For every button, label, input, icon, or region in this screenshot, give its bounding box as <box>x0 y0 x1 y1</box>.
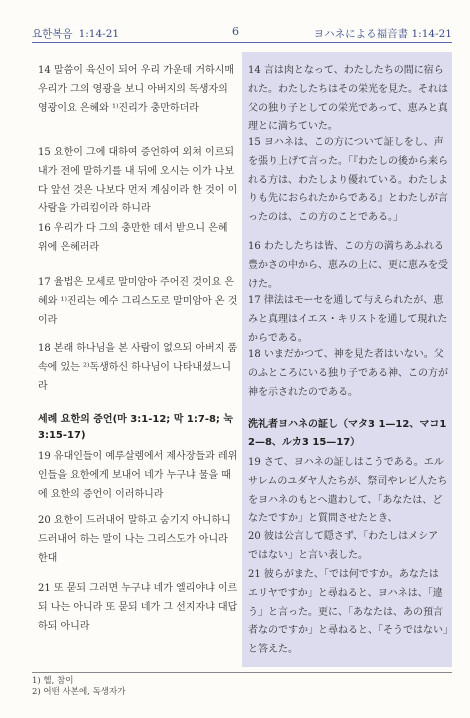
korean-verse-16: 16 우리가 다 그의 충만한 데서 받으니 은혜 위에 은혜러라 <box>38 223 228 253</box>
page-header <box>32 22 452 44</box>
korean-verse-17: 17 율법은 모세로 말미암아 주어진 것이요 은혜와 ¹⁾진리는 예수 그리스도로 말미암아 온 것이라 <box>38 277 238 326</box>
korean-verse-19: 19 유대인들이 예루살렘에서 제사장들과 레위인들을 요한에게 보내어 네가 누구냐 물을 때에 요한의 증언이 이러하니라 <box>38 451 238 500</box>
page-number: 6 <box>232 25 239 38</box>
korean-verse-18: 18 본래 하나님을 본 사람이 없으되 아버지 품 속에 있는 ²⁾독생하신 하나님이 나타내셨느니라 <box>38 343 238 392</box>
japanese-verse-18: 18 いまだかつて、神を見た者はいない。父のふところにいる独り子である神、この方が神を示されたのである。 <box>248 349 448 398</box>
header-korean-ref: 1:14-21 <box>78 28 120 40</box>
korean-column <box>32 52 242 667</box>
japanese-section-title: 洗礼者ヨハネの証し（マタ3 1—12、マコ1 2—8、ルカ3 15—17） <box>248 419 447 448</box>
header-japanese-ref: 1:14-21 <box>411 28 452 40</box>
korean-verse-15: 15 요한이 그에 대하여 증언하여 외쳐 이르되 내가 전에 말하기를 내 뒤에 오시는 이가 나보다 앞선 것은 나보다 먼저 계심이라 한 것이 이 사람을 가리킴이라 하니라 <box>38 147 238 215</box>
korean-verse-14: 14 말씀이 육신이 되어 우리 가운데 거하시매 우리가 그의 영광을 보니 아버지의 독생자의 영광이요 은혜와 ¹⁾진리가 충만하더라 <box>38 65 235 114</box>
korean-verse-21: 21 또 묻되 그러면 누구냐 네가 엘리야냐 이르되 나는 아니라 또 묻되 네가 그 선지자냐 대답하되 아니라 <box>38 583 238 632</box>
footnote-2: 2) 어떤 사본에, 독생자가 <box>32 687 126 697</box>
footnote-1: 1) 헬, 참이 <box>32 676 74 686</box>
japanese-verse-16: 16 わたしたちは皆、この方の満ちあふれる豊かさの中から、恵みの上に、更に恵みを受けた。 <box>248 241 448 290</box>
footnotes <box>32 672 452 698</box>
header-left <box>32 26 119 41</box>
japanese-verse-14: 14 言は肉となって、わたしたちの間に宿られた。わたしたちはその栄光を見た。それは父の独り子としての栄光であって、恵みと真理とに満ちていた。 <box>248 65 448 133</box>
japanese-verse-15: 15 ヨハネは、この方について証しをし、声を張り上げて言った。「『わたしの後から来られる方は、わたしより優れている。わたしよりも先におられたからである』とわたしが言ったのは、この方のことである。」 <box>248 137 448 224</box>
korean-section-title: 세례 요한의 증언(마 3:1-12; 막 1:7-8; 눅 3:15-17) <box>38 414 234 441</box>
japanese-verse-21: 21 彼らがまた、「では何ですか。あなたはエリヤですか」と尋ねると、ヨハネは、「違う」と言った。更に、「あなたは、あの預言者なのですか」と尋ねると、「そうではない」と答えた。 <box>248 569 448 656</box>
japanese-verse-20: 20 彼は公言して隠さず、「わたしはメシアではない」と言い表した。 <box>248 531 439 561</box>
header-korean-book: 요한복음 <box>32 28 73 40</box>
japanese-verse-17: 17 律法はモーセを通して与えられたが、恵みと真理はイエス・キリストを通して現れたからである。 <box>248 295 448 344</box>
japanese-column <box>242 52 452 667</box>
japanese-verse-19: 19 さて、ヨハネの証しはこうである。エルサレムのユダヤ人たちが、祭司やレビ人たちをヨハネのもとへ遣わして、「あなたは、どなたですか」と質問させたとき、 <box>248 457 448 525</box>
header-rule <box>32 42 452 43</box>
header-right <box>314 26 452 41</box>
korean-verse-20: 20 요한이 드러내어 말하고 숨기지 아니하니 드러내어 하는 말이 나는 그리스도가 아니라 한대 <box>38 515 231 564</box>
header-japanese-book: ヨハネによる福音書 <box>313 28 409 40</box>
